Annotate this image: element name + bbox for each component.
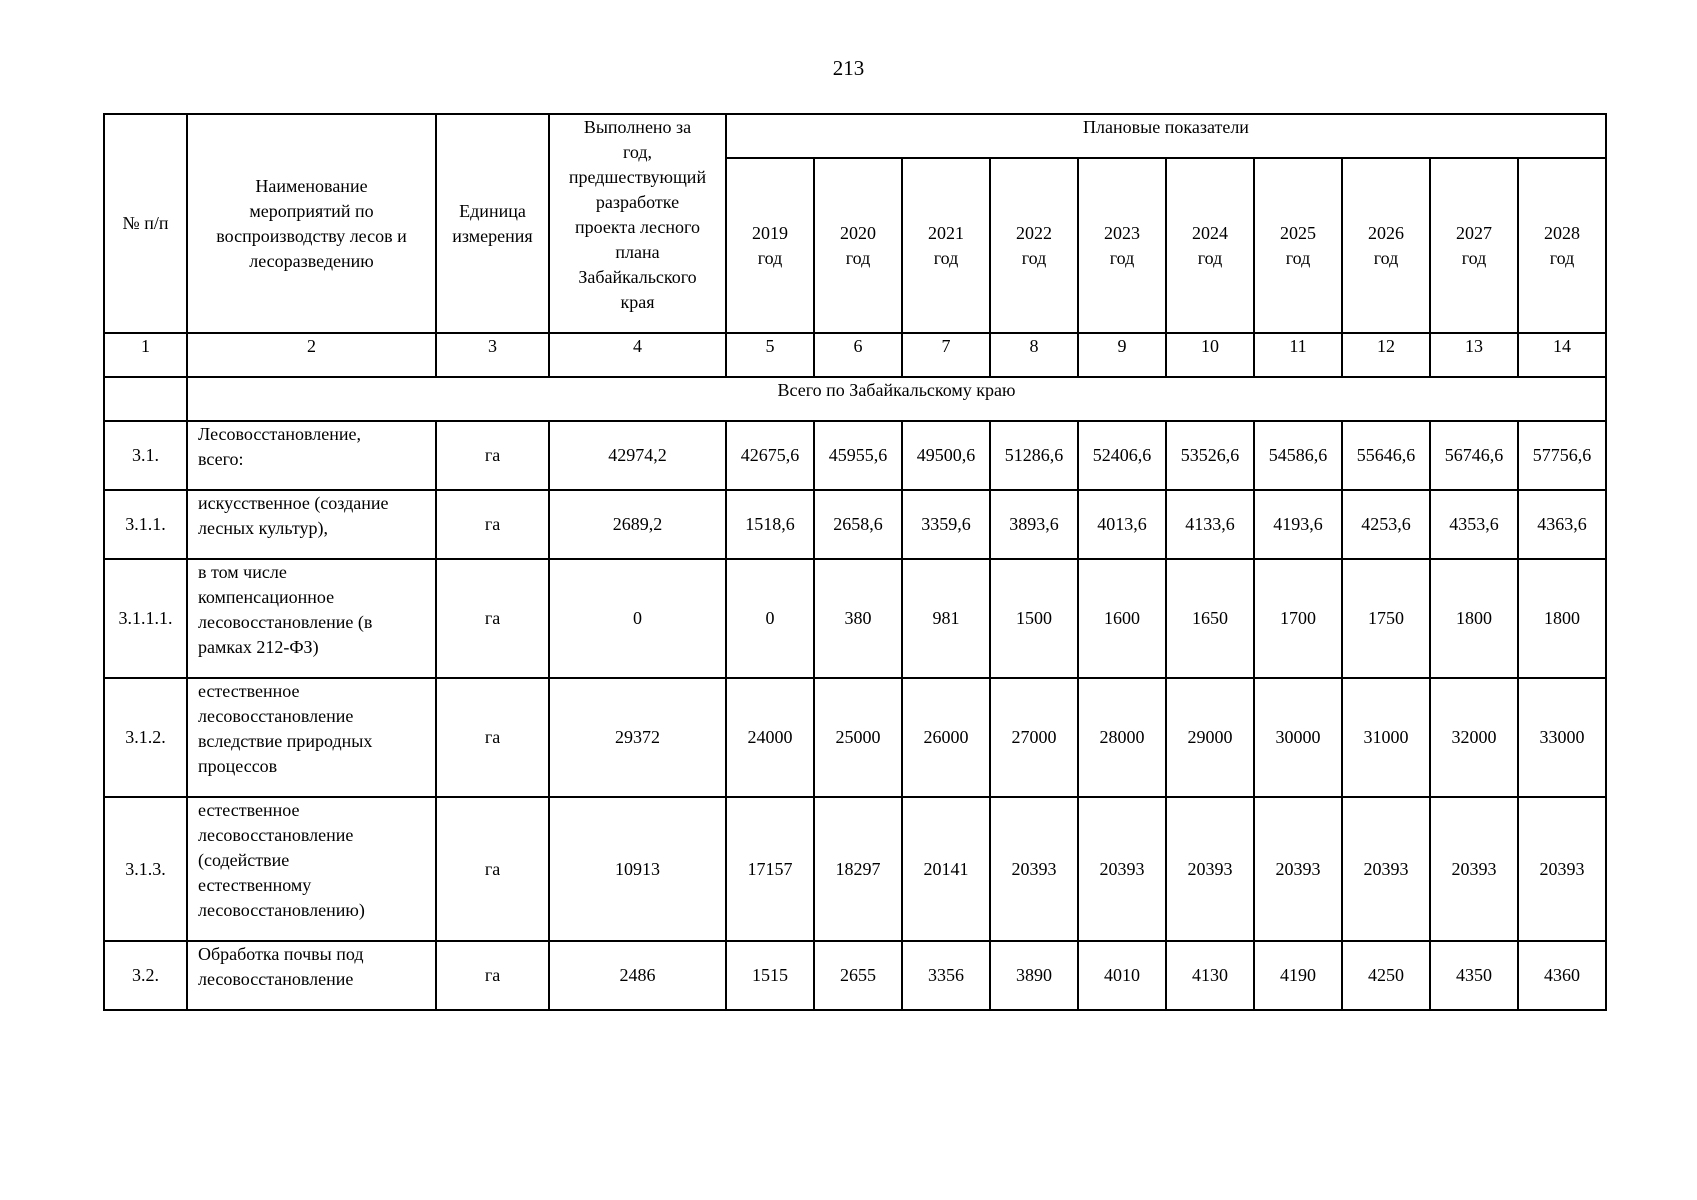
- activity-name-line: Лесовосстановление,: [198, 424, 362, 444]
- row-planned-value: 20141: [902, 797, 990, 941]
- row-planned-value: 20393: [1518, 797, 1606, 941]
- table-row: [104, 941, 1606, 1010]
- header-text-line: Забайкальского: [578, 267, 697, 287]
- year-suffix: год: [1109, 247, 1135, 268]
- row-activity-name: [187, 421, 436, 490]
- header-year-2019: [726, 158, 814, 333]
- row-planned-value: 4013,6: [1078, 490, 1166, 559]
- year-label: 2021: [928, 222, 964, 243]
- column-numbers-row: [104, 333, 1606, 377]
- row-planned-value: 18297: [814, 797, 902, 941]
- row-planned-value: 53526,6: [1166, 421, 1254, 490]
- row-planned-value: 17157: [726, 797, 814, 941]
- row-planned-value: 45955,6: [814, 421, 902, 490]
- column-number: 7: [902, 333, 990, 377]
- activity-name-line: естественное: [198, 681, 300, 701]
- activity-name-line: естественное: [198, 800, 300, 820]
- activity-name-line: компенсационное: [198, 587, 335, 607]
- year-suffix: год: [757, 247, 783, 268]
- activity-name-line: лесовосстановление: [198, 969, 354, 989]
- row-planned-value: 4250: [1342, 941, 1430, 1010]
- header-year-2027: [1430, 158, 1518, 333]
- year-label: 2026: [1368, 222, 1404, 243]
- section-row: [104, 377, 1606, 421]
- column-number: 8: [990, 333, 1078, 377]
- header-number: № п/п: [104, 114, 187, 333]
- header-text-line: предшествующий: [568, 167, 707, 187]
- column-number: 1: [104, 333, 187, 377]
- row-planned-value: 42675,6: [726, 421, 814, 490]
- header-year-2022: [990, 158, 1078, 333]
- year-suffix: год: [1197, 247, 1223, 268]
- header-text-line: Выполнено за: [583, 117, 692, 137]
- row-planned-value: 29000: [1166, 678, 1254, 797]
- column-number: 3: [436, 333, 549, 377]
- header-text-line: Единица: [459, 200, 526, 221]
- row-planned-value: 4363,6: [1518, 490, 1606, 559]
- row-unit: га: [436, 797, 549, 941]
- row-planned-value: 1800: [1518, 559, 1606, 678]
- row-planned-value: 380: [814, 559, 902, 678]
- year-suffix: год: [1373, 247, 1399, 268]
- row-planned-value: 1515: [726, 941, 814, 1010]
- year-label: 2024: [1192, 222, 1228, 243]
- table-row: [104, 490, 1606, 559]
- header-text-line: измерения: [452, 225, 533, 246]
- column-number: 6: [814, 333, 902, 377]
- column-number: 13: [1430, 333, 1518, 377]
- row-number: 3.1.2.: [104, 678, 187, 797]
- row-activity-name: [187, 559, 436, 678]
- header-text-line: год,: [622, 142, 653, 162]
- row-planned-value: 20393: [1254, 797, 1342, 941]
- column-number: 10: [1166, 333, 1254, 377]
- year-label: 2025: [1280, 222, 1316, 243]
- row-planned-value: 4190: [1254, 941, 1342, 1010]
- header-year-2021: [902, 158, 990, 333]
- header-year-2020: [814, 158, 902, 333]
- row-planned-value: 57756,6: [1518, 421, 1606, 490]
- activity-name-line: в том числе: [198, 562, 287, 582]
- year-suffix: год: [1461, 247, 1487, 268]
- row-planned-value: 20393: [1078, 797, 1166, 941]
- row-planned-value: 26000: [902, 678, 990, 797]
- header-year-2024: [1166, 158, 1254, 333]
- header-text-line: разработке: [595, 192, 680, 212]
- row-planned-value: 4253,6: [1342, 490, 1430, 559]
- row-planned-value: 1518,6: [726, 490, 814, 559]
- row-planned-value: 1600: [1078, 559, 1166, 678]
- page-number: 213: [832, 56, 865, 80]
- row-completed-value: 42974,2: [549, 421, 726, 490]
- row-activity-name: [187, 678, 436, 797]
- row-activity-name: [187, 797, 436, 941]
- row-planned-value: 56746,6: [1430, 421, 1518, 490]
- header-activity-name: [187, 114, 436, 333]
- header-text-line: Наименование: [255, 175, 368, 196]
- row-planned-value: 51286,6: [990, 421, 1078, 490]
- header-completed: [549, 114, 726, 333]
- row-planned-value: 25000: [814, 678, 902, 797]
- year-label: 2020: [840, 222, 876, 243]
- row-unit: га: [436, 421, 549, 490]
- row-planned-value: 55646,6: [1342, 421, 1430, 490]
- year-suffix: год: [845, 247, 871, 268]
- row-planned-value: 1700: [1254, 559, 1342, 678]
- header-text-line: воспроизводству лесов и: [216, 225, 407, 246]
- row-planned-value: 4133,6: [1166, 490, 1254, 559]
- row-unit: га: [436, 559, 549, 678]
- column-number: 4: [549, 333, 726, 377]
- table-row: [104, 678, 1606, 797]
- row-completed-value: 29372: [549, 678, 726, 797]
- row-planned-value: 3359,6: [902, 490, 990, 559]
- header-planned-indicators: Плановые показатели: [726, 114, 1606, 158]
- row-planned-value: 49500,6: [902, 421, 990, 490]
- row-planned-value: 1750: [1342, 559, 1430, 678]
- row-planned-value: 4360: [1518, 941, 1606, 1010]
- row-completed-value: 2486: [549, 941, 726, 1010]
- year-label: 2022: [1016, 222, 1052, 243]
- header-text-line: лесоразведению: [249, 250, 374, 271]
- row-planned-value: 4353,6: [1430, 490, 1518, 559]
- row-planned-value: 4350: [1430, 941, 1518, 1010]
- row-planned-value: 32000: [1430, 678, 1518, 797]
- table-row: [104, 559, 1606, 678]
- row-planned-value: 52406,6: [1078, 421, 1166, 490]
- year-suffix: год: [1021, 247, 1047, 268]
- row-activity-name: [187, 490, 436, 559]
- row-planned-value: 2658,6: [814, 490, 902, 559]
- row-planned-value: 981: [902, 559, 990, 678]
- row-number: 3.1.: [104, 421, 187, 490]
- row-number: 3.1.1.: [104, 490, 187, 559]
- table-row: [104, 421, 1606, 490]
- year-label: 2023: [1104, 222, 1140, 243]
- row-planned-value: 1500: [990, 559, 1078, 678]
- header-text-line: плана: [615, 242, 660, 262]
- activity-name-line: Обработка почвы под: [198, 944, 364, 964]
- row-planned-value: 54586,6: [1254, 421, 1342, 490]
- row-completed-value: 2689,2: [549, 490, 726, 559]
- row-number: 3.2.: [104, 941, 187, 1010]
- row-planned-value: 20393: [1430, 797, 1518, 941]
- year-suffix: год: [933, 247, 959, 268]
- activity-name-line: лесовосстановление: [198, 825, 354, 845]
- row-number: 3.1.1.1.: [104, 559, 187, 678]
- column-number: 2: [187, 333, 436, 377]
- row-planned-value: 24000: [726, 678, 814, 797]
- header-text-line: мероприятий по: [249, 200, 374, 221]
- header-year-2028: [1518, 158, 1606, 333]
- row-planned-value: 20393: [1166, 797, 1254, 941]
- row-completed-value: 10913: [549, 797, 726, 941]
- column-number: 14: [1518, 333, 1606, 377]
- activity-name-line: искусственное (создание: [198, 493, 389, 513]
- row-planned-value: 1800: [1430, 559, 1518, 678]
- year-label: 2027: [1456, 222, 1492, 243]
- row-number: 3.1.3.: [104, 797, 187, 941]
- row-planned-value: 4130: [1166, 941, 1254, 1010]
- activity-name-line: лесных культур),: [198, 518, 328, 538]
- row-planned-value: 3890: [990, 941, 1078, 1010]
- row-planned-value: 3356: [902, 941, 990, 1010]
- row-planned-value: 20393: [1342, 797, 1430, 941]
- row-unit: га: [436, 678, 549, 797]
- table-row: [104, 797, 1606, 941]
- row-planned-value: 31000: [1342, 678, 1430, 797]
- column-number: 12: [1342, 333, 1430, 377]
- row-completed-value: 0: [549, 559, 726, 678]
- activity-name-line: лесовосстановление: [198, 706, 354, 726]
- row-planned-value: 28000: [1078, 678, 1166, 797]
- column-number: 11: [1254, 333, 1342, 377]
- activity-name-line: естественному: [198, 875, 312, 895]
- row-planned-value: 2655: [814, 941, 902, 1010]
- activity-name-line: рамках 212-ФЗ): [198, 637, 319, 657]
- row-unit: га: [436, 941, 549, 1010]
- section-title: Всего по Забайкальскому краю: [187, 377, 1606, 421]
- row-planned-value: 27000: [990, 678, 1078, 797]
- row-planned-value: 0: [726, 559, 814, 678]
- activity-name-line: лесовосстановлению): [198, 900, 365, 920]
- year-suffix: год: [1549, 247, 1575, 268]
- row-planned-value: 20393: [990, 797, 1078, 941]
- row-planned-value: 33000: [1518, 678, 1606, 797]
- row-planned-value: 4193,6: [1254, 490, 1342, 559]
- header-unit: [436, 114, 549, 333]
- column-number: 9: [1078, 333, 1166, 377]
- header-text-line: края: [620, 292, 655, 312]
- header-year-2023: [1078, 158, 1166, 333]
- row-activity-name: [187, 941, 436, 1010]
- header-year-2026: [1342, 158, 1430, 333]
- column-number: 5: [726, 333, 814, 377]
- activity-name-line: (содействие: [198, 850, 290, 870]
- section-empty-cell: [104, 377, 187, 421]
- header-text-line: проекта лесного: [575, 217, 700, 237]
- year-label: 2028: [1544, 222, 1580, 243]
- forest-reproduction-table: [103, 113, 1607, 1011]
- row-unit: га: [436, 490, 549, 559]
- row-planned-value: 3893,6: [990, 490, 1078, 559]
- activity-name-line: вследствие природных: [198, 731, 373, 751]
- row-planned-value: 1650: [1166, 559, 1254, 678]
- year-label: 2019: [752, 222, 788, 243]
- row-planned-value: 4010: [1078, 941, 1166, 1010]
- year-suffix: год: [1285, 247, 1311, 268]
- activity-name-line: всего:: [198, 449, 244, 469]
- header-row-top: [104, 114, 1606, 158]
- header-year-2025: [1254, 158, 1342, 333]
- activity-name-line: процессов: [198, 756, 278, 776]
- activity-name-line: лесовосстановление (в: [198, 612, 373, 632]
- row-planned-value: 30000: [1254, 678, 1342, 797]
